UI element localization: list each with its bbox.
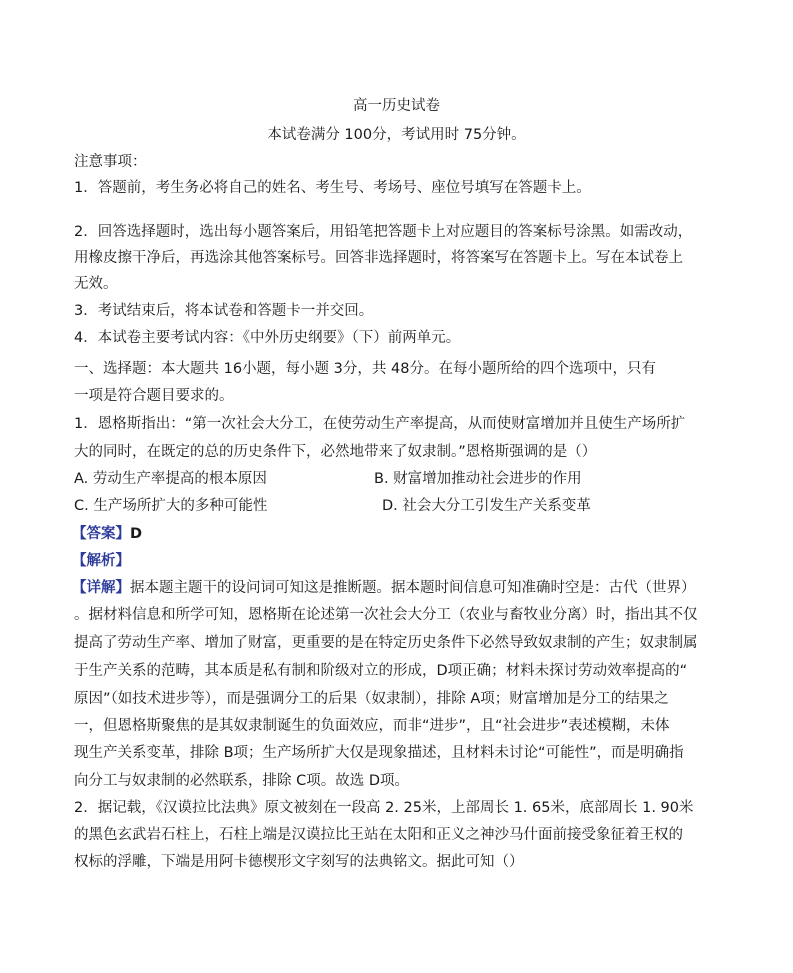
answer-value: D <box>130 526 143 542</box>
notice-item-1: 1．答题前，考生务必将自己的姓名、考生号、考场号、座位号填写在答题卡上。 <box>74 180 591 196</box>
answer-line <box>72 524 142 544</box>
question-1-option-a: A. 劳动生产率提高的根本原因 <box>74 471 267 487</box>
notice-item-2-line-3: 无效。 <box>74 276 118 292</box>
explanation-text-1: 据本题主题干的设问词可知这是推断题。据本题时间信息可知准确时空是：古代（世界） <box>130 580 696 596</box>
notice-item-3: 3．考试结束后，将本试卷和答题卡一并交回。 <box>74 303 374 319</box>
question-2-stem-line-1: 2．据记载，《汉谟拉比法典》原文被刻在一段高 2. 25米，上部周长 1. 65米，底部周长 1. 90米 <box>74 800 694 816</box>
question-1-option-b: B. 财富增加推动社会进步的作用 <box>374 471 582 487</box>
section-heading-line-2: 一项是符合题目要求的。 <box>74 388 234 404</box>
page-title: 高一历史试卷 <box>353 98 440 114</box>
question-1-stem-line-2: 大的同时，在既定的总的历史条件下，必然地带来了奴隶制。”恩格斯强调的是（） <box>74 444 597 460</box>
analysis-label: 【解析】 <box>72 553 130 569</box>
explanation-line-4: 于生产关系的范畴，其本质是私有制和阶级对立的形成，D项正确；材料未探讨劳动效率提高的“ <box>74 663 688 679</box>
question-1-stem-line-1: 1．恩格斯指出：“第一次社会大分工，在使劳动生产率提高，从而使财富增加并且使生产场所扩 <box>74 416 686 432</box>
question-1-option-d: D. 社会大分工引发生产关系变革 <box>382 498 591 514</box>
section-heading-line-1: 一、选择题：本大题共 16小题，每小题 3分，共 48分。在每小题所给的四个选项中，只有 <box>74 361 656 377</box>
detail-label: 【详解】 <box>72 580 130 596</box>
explanation-line-5: 原因”（如技术进步等），而是强调分工的后果（奴隶制），排除 A项；财富增加是分工的结果之 <box>74 691 669 707</box>
explanation-line-8: 向分工与奴隶制的必然联系，排除 C项。故选 D项。 <box>74 773 410 789</box>
notice-item-2-line-1: 2．回答选择题时，选出每小题答案后，用铅笔把答题卡上对应题目的答案标号涂黑。如需改动， <box>74 224 693 240</box>
notice-item-4: 4．本试卷主要考试内容：《中外历史纲要》（下）前两单元。 <box>74 330 461 346</box>
explanation-line-7: 现生产关系变革，排除 B项；生产场所扩大仅是现象描述，且材料未讨论“可能性”，而是明确指 <box>74 745 684 761</box>
notice-item-2-line-2: 用橡皮擦干净后，再选涂其他答案标号。回答非选择题时，将答案写在答题卡上。写在本试卷上 <box>74 250 683 266</box>
question-2-stem-line-3: 权标的浮雕，下端是用阿卡德楔形文字刻写的法典铭文。据此可知（） <box>74 854 524 870</box>
explanation-line-1 <box>72 578 696 598</box>
answer-label: 【答案】 <box>72 526 130 542</box>
page-subtitle: 本试卷满分 100分，考试用时 75分钟。 <box>267 127 526 143</box>
question-1-option-c: C. 生产场所扩大的多种可能性 <box>74 498 268 514</box>
explanation-line-6: 一，但恩格斯聚焦的是其奴隶制诞生的负面效应，而非“进步”，且“社会进步”表述模糊，未体 <box>74 718 670 734</box>
notice-heading: 注意事项： <box>74 154 147 170</box>
explanation-line-3: 提高了劳动生产率、增加了财富，更重要的是在特定历史条件下必然导致奴隶制的产生；奴隶制属 <box>74 635 698 651</box>
question-2-stem-line-2: 的黑色玄武岩石柱上，石柱上端是汉谟拉比王站在太阳和正义之神沙马什面前接受象征着王权的 <box>74 827 683 843</box>
explanation-line-2: 。据材料信息和所学可知，恩格斯在论述第一次社会大分工（农业与畜牧业分离）时，指出其不仅 <box>74 607 698 623</box>
